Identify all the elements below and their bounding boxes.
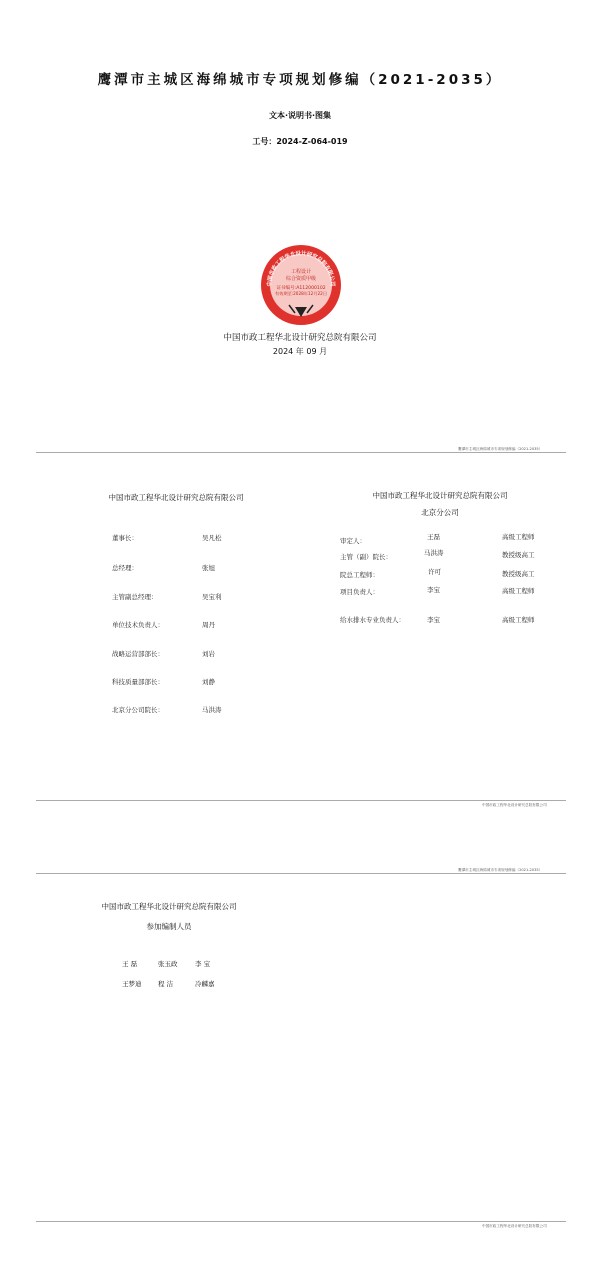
seal-ring-text: 中国市政工程华北设计研究总院有限公司: [266, 250, 336, 287]
member-name: 王梦迪: [122, 980, 142, 988]
role-approver-name: 王磊: [427, 533, 440, 541]
role-water-lead-label: 给水排水专业负责人：: [340, 616, 405, 624]
role-branch-dean-name: 马洪涛: [202, 706, 222, 714]
project-number: 工号：2024-Z-064-019: [252, 137, 348, 146]
role-chairman-label: 董事长：: [112, 534, 138, 542]
role-approver-title: 高级工程师: [502, 533, 535, 541]
document-title: 鹰潭市主城区海绵城市专项规划修编（2021-2035）: [97, 72, 503, 88]
member-name: 王 磊: [122, 960, 138, 968]
seal-line2: 综合资质甲级: [285, 276, 317, 282]
role-dean-name: 马洪涛: [424, 549, 444, 557]
staff-list-heading: 参加编制人员: [146, 922, 192, 931]
member-name: 冷麟嘉: [195, 980, 215, 988]
role-quality-name: 刘静: [202, 678, 215, 686]
role-gm-name: 张旭: [202, 564, 215, 572]
role-chairman-name: 吴凡松: [202, 534, 222, 542]
role-water-lead-name: 李宝: [427, 616, 440, 624]
running-header: 鹰潭市主城区海绵城市专项规划修编（2021-2035）: [458, 868, 543, 872]
role-dean-title: 教授级高工: [502, 551, 535, 559]
branch-name: 北京分公司: [421, 508, 459, 517]
page-divider: [36, 800, 566, 801]
member-name: 李 宝: [195, 960, 211, 968]
role-strategy-label: 战略运营部部长：: [112, 650, 164, 658]
role-dean-label: 主管（副）院长：: [340, 553, 392, 561]
role-approver-label: 审定人：: [340, 537, 366, 545]
issuer-company: 中国市政工程华北设计研究总院有限公司: [223, 333, 377, 343]
seal-cert: 证书编号:A112000102: [276, 286, 326, 291]
running-footer: 中国市政工程华北设计研究总院有限公司: [482, 803, 547, 807]
role-branch-dean-label: 北京分公司院长：: [112, 706, 164, 714]
role-pm-title: 高级工程师: [502, 587, 535, 595]
role-pm-name: 李宝: [427, 586, 440, 594]
staff-company-title: 中国市政工程华北设计研究总院有限公司: [101, 902, 237, 911]
role-tech-lead-label: 单位技术负责人：: [112, 621, 164, 629]
role-vgm-label: 主管副总经理：: [112, 593, 158, 601]
role-chief-eng-label: 院总工程师：: [340, 571, 379, 579]
running-footer: 中国市政工程华北设计研究总院有限公司: [482, 1224, 547, 1228]
role-gm-label: 总经理：: [112, 564, 138, 572]
member-name: 张玉政: [158, 960, 178, 968]
role-chief-eng-name: 许可: [428, 568, 441, 576]
group-company-title: 中国市政工程华北设计研究总院有限公司: [108, 493, 244, 502]
role-strategy-name: 刘岩: [202, 650, 215, 658]
page-divider: [36, 1221, 566, 1222]
company-seal: [259, 243, 343, 327]
role-chief-eng-title: 教授级高工: [502, 570, 535, 578]
role-tech-lead-name: 周丹: [202, 621, 215, 629]
issue-date: 2024 年 09 月: [272, 347, 328, 356]
page-divider: [36, 873, 566, 874]
page-divider: [36, 452, 566, 453]
seal-valid: 有效期至:2028年12月22日: [274, 291, 328, 296]
role-pm-label: 项目负责人：: [340, 588, 379, 596]
seal-line1: 工程设计: [290, 269, 312, 275]
running-header: 鹰潭市主城区海绵城市专项规划修编（2021-2035）: [458, 447, 543, 451]
document-subtitle: 文本·说明书·图集: [268, 111, 332, 120]
role-vgm-name: 吴宝利: [202, 593, 222, 601]
role-water-lead-title: 高级工程师: [502, 616, 535, 624]
member-name: 程 洁: [158, 980, 174, 988]
branch-company-title: 中国市政工程华北设计研究总院有限公司: [372, 491, 508, 500]
role-quality-label: 科技质量部部长：: [112, 678, 164, 686]
